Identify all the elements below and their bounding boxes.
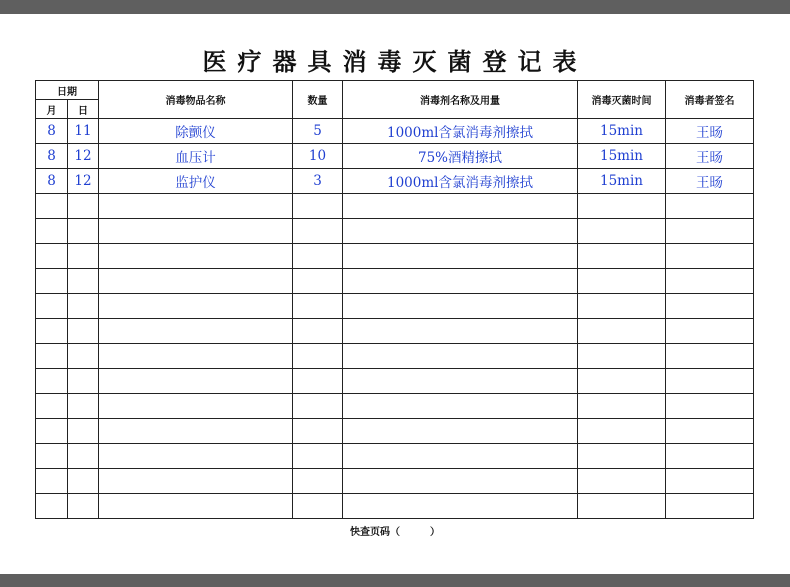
empty-cell-time[interactable] [578, 294, 666, 319]
cell-quantity: 10 [293, 144, 343, 169]
empty-cell-item[interactable] [99, 319, 293, 344]
empty-cell-day[interactable] [68, 444, 99, 469]
register-body [36, 119, 754, 519]
empty-cell-item[interactable] [99, 219, 293, 244]
cell-signer: 王旸 [666, 119, 754, 144]
empty-cell-month[interactable] [36, 269, 68, 294]
header-day: 日 [68, 100, 99, 119]
cell-time: 15min [578, 119, 666, 144]
empty-cell-day[interactable] [68, 394, 99, 419]
cell-month: 8 [36, 144, 68, 169]
empty-cell-quantity[interactable] [293, 219, 343, 244]
empty-cell-agent[interactable] [343, 319, 578, 344]
empty-cell-day[interactable] [68, 244, 99, 269]
empty-row [36, 469, 754, 494]
cell-quantity: 5 [293, 119, 343, 144]
empty-row [36, 494, 754, 519]
empty-cell-time[interactable] [578, 319, 666, 344]
header-time: 消毒灭菌时间 [578, 81, 666, 119]
table-row [36, 169, 754, 194]
cell-month: 8 [36, 119, 68, 144]
empty-row [36, 194, 754, 219]
empty-cell-agent[interactable] [343, 469, 578, 494]
empty-cell-time[interactable] [578, 369, 666, 394]
cell-item: 除颤仪 [99, 119, 293, 144]
empty-cell-time[interactable] [578, 219, 666, 244]
empty-cell-time[interactable] [578, 419, 666, 444]
empty-cell-item[interactable] [99, 344, 293, 369]
empty-cell-month[interactable] [36, 369, 68, 394]
empty-row [36, 444, 754, 469]
cell-agent: 75%酒精擦拭 [343, 144, 578, 169]
empty-cell-time[interactable] [578, 344, 666, 369]
empty-cell-item[interactable] [99, 369, 293, 394]
empty-cell-signer[interactable] [666, 344, 754, 369]
empty-cell-item[interactable] [99, 419, 293, 444]
empty-cell-signer[interactable] [666, 469, 754, 494]
empty-cell-day[interactable] [68, 494, 99, 519]
cell-time: 15min [578, 169, 666, 194]
empty-cell-signer[interactable] [666, 419, 754, 444]
empty-cell-time[interactable] [578, 244, 666, 269]
empty-cell-item[interactable] [99, 444, 293, 469]
empty-cell-agent[interactable] [343, 344, 578, 369]
empty-cell-item[interactable] [99, 494, 293, 519]
empty-cell-signer[interactable] [666, 319, 754, 344]
empty-row [36, 319, 754, 344]
empty-cell-day[interactable] [68, 294, 99, 319]
empty-cell-time[interactable] [578, 494, 666, 519]
empty-cell-signer[interactable] [666, 444, 754, 469]
empty-cell-signer[interactable] [666, 494, 754, 519]
cell-day: 12 [68, 169, 99, 194]
empty-cell-time[interactable] [578, 469, 666, 494]
cell-agent: 1000ml含氯消毒剂擦拭 [343, 119, 578, 144]
empty-cell-item[interactable] [99, 469, 293, 494]
header-date: 日期 [36, 81, 99, 100]
header-quantity: 数量 [293, 81, 343, 119]
empty-cell-signer[interactable] [666, 294, 754, 319]
empty-cell-month[interactable] [36, 394, 68, 419]
empty-cell-quantity[interactable] [293, 444, 343, 469]
empty-cell-agent[interactable] [343, 394, 578, 419]
empty-cell-quantity[interactable] [293, 469, 343, 494]
empty-row [36, 244, 754, 269]
cell-month: 8 [36, 169, 68, 194]
empty-cell-signer[interactable] [666, 394, 754, 419]
empty-cell-agent[interactable] [343, 269, 578, 294]
empty-cell-day[interactable] [68, 269, 99, 294]
empty-cell-signer[interactable] [666, 244, 754, 269]
empty-cell-quantity[interactable] [293, 194, 343, 219]
empty-cell-signer[interactable] [666, 194, 754, 219]
empty-cell-agent[interactable] [343, 444, 578, 469]
cell-agent: 1000ml含氯消毒剂擦拭 [343, 169, 578, 194]
header-item: 消毒物品名称 [99, 81, 293, 119]
empty-cell-month[interactable] [36, 194, 68, 219]
cell-day: 11 [68, 119, 99, 144]
header-agent: 消毒剂名称及用量 [343, 81, 578, 119]
empty-cell-signer[interactable] [666, 219, 754, 244]
empty-cell-time[interactable] [578, 194, 666, 219]
empty-cell-day[interactable] [68, 369, 99, 394]
empty-cell-day[interactable] [68, 419, 99, 444]
empty-cell-time[interactable] [578, 269, 666, 294]
empty-cell-time[interactable] [578, 444, 666, 469]
empty-cell-agent[interactable] [343, 244, 578, 269]
header-signer: 消毒者签名 [666, 81, 754, 119]
empty-cell-item[interactable] [99, 294, 293, 319]
empty-cell-month[interactable] [36, 444, 68, 469]
empty-cell-quantity[interactable] [293, 419, 343, 444]
empty-cell-quantity[interactable] [293, 494, 343, 519]
empty-cell-quantity[interactable] [293, 369, 343, 394]
empty-cell-month[interactable] [36, 219, 68, 244]
empty-cell-day[interactable] [68, 344, 99, 369]
cell-signer: 王旸 [666, 144, 754, 169]
empty-cell-agent[interactable] [343, 494, 578, 519]
top-frame-bar [0, 0, 790, 14]
empty-cell-day[interactable] [68, 219, 99, 244]
empty-cell-quantity[interactable] [293, 269, 343, 294]
empty-cell-item[interactable] [99, 194, 293, 219]
empty-cell-agent[interactable] [343, 369, 578, 394]
empty-cell-item[interactable] [99, 394, 293, 419]
empty-cell-quantity[interactable] [293, 394, 343, 419]
empty-cell-agent[interactable] [343, 294, 578, 319]
empty-cell-day[interactable] [68, 194, 99, 219]
page-index-footer [0, 526, 790, 540]
empty-cell-month[interactable] [36, 294, 68, 319]
page-title: 医疗器具消毒灭菌登记表 [202, 47, 588, 76]
empty-row [36, 369, 754, 394]
cell-item: 血压计 [99, 144, 293, 169]
table-row [36, 144, 754, 169]
empty-row [36, 219, 754, 244]
cell-item: 监护仪 [99, 169, 293, 194]
empty-cell-month[interactable] [36, 244, 68, 269]
table-row [36, 119, 754, 144]
cell-day: 12 [68, 144, 99, 169]
empty-cell-month[interactable] [36, 469, 68, 494]
empty-cell-signer[interactable] [666, 369, 754, 394]
bottom-frame-bar [0, 574, 790, 587]
empty-cell-month[interactable] [36, 344, 68, 369]
cell-signer: 王旸 [666, 169, 754, 194]
footer-label: 快查页码（ [350, 527, 400, 538]
header-month: 月 [36, 100, 68, 119]
empty-cell-day[interactable] [68, 319, 99, 344]
empty-cell-agent[interactable] [343, 419, 578, 444]
cell-time: 15min [578, 144, 666, 169]
empty-cell-agent[interactable] [343, 194, 578, 219]
empty-row [36, 419, 754, 444]
footer-close: ） [430, 527, 440, 538]
empty-cell-item[interactable] [99, 244, 293, 269]
empty-cell-quantity[interactable] [293, 344, 343, 369]
empty-cell-quantity[interactable] [293, 244, 343, 269]
register-table [35, 80, 754, 519]
empty-cell-day[interactable] [68, 469, 99, 494]
empty-row [36, 394, 754, 419]
empty-row [36, 269, 754, 294]
empty-cell-month[interactable] [36, 419, 68, 444]
empty-cell-month[interactable] [36, 494, 68, 519]
empty-row [36, 344, 754, 369]
empty-cell-time[interactable] [578, 394, 666, 419]
empty-cell-signer[interactable] [666, 269, 754, 294]
empty-cell-quantity[interactable] [293, 294, 343, 319]
empty-cell-agent[interactable] [343, 219, 578, 244]
empty-row [36, 294, 754, 319]
empty-cell-quantity[interactable] [293, 319, 343, 344]
cell-quantity: 3 [293, 169, 343, 194]
empty-cell-item[interactable] [99, 269, 293, 294]
header-row-top [36, 81, 754, 100]
empty-cell-month[interactable] [36, 319, 68, 344]
